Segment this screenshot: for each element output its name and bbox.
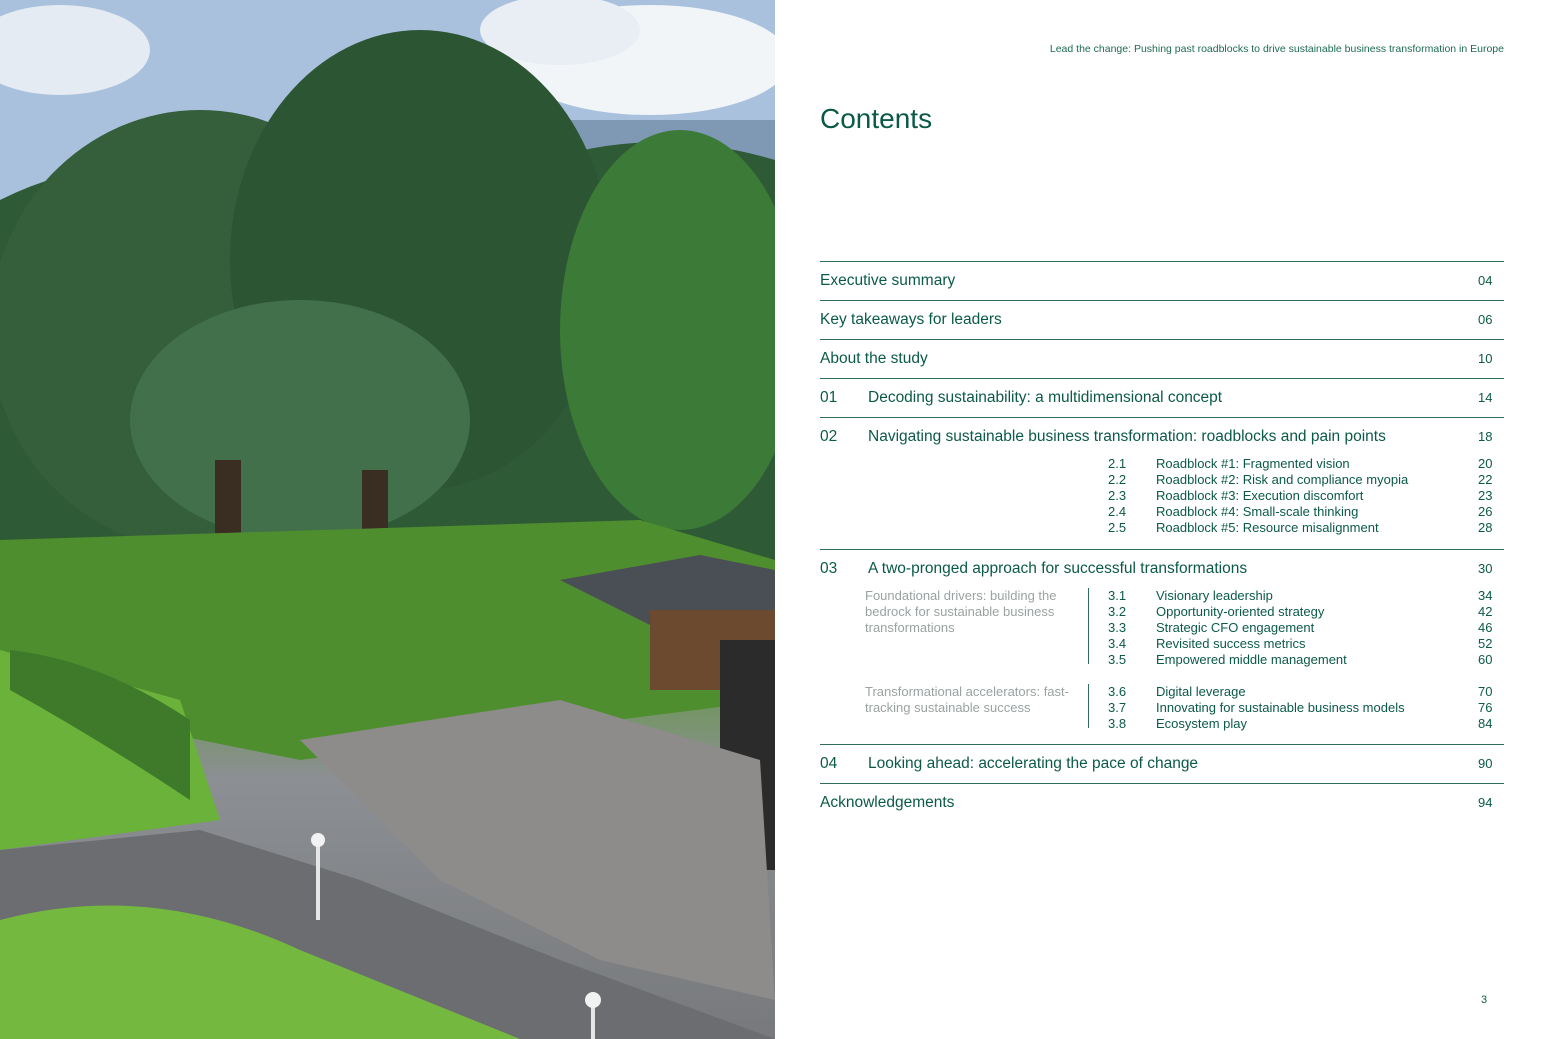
- chapter-number: 02: [820, 428, 838, 445]
- toc-entry-label: Key takeaways for leaders: [820, 311, 1002, 328]
- section-page: 22: [1478, 472, 1493, 487]
- toc-chapter-01[interactable]: [820, 378, 1504, 417]
- section-number: 3.4: [1108, 636, 1127, 651]
- chapter-number: 04: [820, 755, 838, 772]
- toc-chapter-03[interactable]: [820, 549, 1504, 588]
- section-page: 34: [1478, 588, 1493, 603]
- chapter-number: 03: [820, 560, 838, 577]
- chapter-page: 90: [1478, 756, 1493, 771]
- chapter-title: A two-pronged approach for successful transformations: [868, 560, 1248, 577]
- group-transformational-accelerators: [820, 684, 1504, 744]
- section-title: Roadblock #2: Risk and compliance myopia: [1156, 472, 1409, 487]
- section-page: 60: [1478, 652, 1493, 667]
- toc-section-3-5[interactable]: [820, 652, 1504, 668]
- section-title: Roadblock #5: Resource misalignment: [1156, 520, 1379, 535]
- section-number: 2.1: [1108, 456, 1127, 471]
- section-page: 20: [1478, 456, 1493, 471]
- toc-entry-page: 94: [1478, 795, 1493, 810]
- chapter-title: Looking ahead: accelerating the pace of change: [868, 755, 1199, 772]
- chapter-number: 01: [820, 389, 838, 406]
- toc-section-2-4[interactable]: [820, 504, 1504, 520]
- section-page: 52: [1478, 636, 1493, 651]
- section-title: Roadblock #3: Execution discomfort: [1156, 488, 1364, 503]
- section-page: 84: [1478, 716, 1493, 731]
- toc-entry-page: 10: [1478, 351, 1493, 366]
- chapter-page: 14: [1478, 390, 1493, 405]
- chapter-02-sections: [820, 456, 1504, 549]
- toc-section-3-2[interactable]: [820, 604, 1504, 620]
- section-title: Opportunity-oriented strategy: [1156, 604, 1325, 619]
- toc-entry-page: 04: [1478, 273, 1493, 288]
- toc-entry-page: 06: [1478, 312, 1493, 327]
- page-number: 3: [1481, 994, 1488, 1006]
- section-page: 76: [1478, 700, 1493, 715]
- section-number: 3.3: [1108, 620, 1127, 635]
- section-page: 70: [1478, 684, 1493, 699]
- toc-section-3-6[interactable]: [820, 684, 1504, 700]
- toc-section-3-7[interactable]: [820, 700, 1504, 716]
- section-number: 3.7: [1108, 700, 1127, 715]
- toc-section-3-1[interactable]: [820, 588, 1504, 604]
- section-title: Roadblock #4: Small-scale thinking: [1156, 504, 1359, 519]
- group-foundational-drivers: [820, 588, 1504, 684]
- section-title: Empowered middle management: [1156, 652, 1347, 667]
- section-title: Visionary leadership: [1156, 588, 1273, 603]
- section-number: 3.6: [1108, 684, 1127, 699]
- toc-entry-about[interactable]: [820, 339, 1504, 378]
- toc-section-2-5[interactable]: [820, 520, 1504, 536]
- section-title: Strategic CFO engagement: [1156, 620, 1315, 635]
- group-label: Transformational accelerators: fast-tracking sustainable success: [865, 684, 1069, 715]
- chapter-title: Decoding sustainability: a multidimensional concept: [868, 389, 1223, 406]
- toc-section-2-1[interactable]: [820, 456, 1504, 472]
- section-page: 46: [1478, 620, 1493, 635]
- toc-section-3-8[interactable]: [820, 716, 1504, 732]
- section-title: Ecosystem play: [1156, 716, 1248, 731]
- section-page: 23: [1478, 488, 1493, 503]
- toc-entry-label: Acknowledgements: [820, 794, 955, 811]
- section-number: 2.3: [1108, 488, 1127, 503]
- toc-section-2-3[interactable]: [820, 488, 1504, 504]
- section-number: 2.4: [1108, 504, 1127, 519]
- section-number: 2.5: [1108, 520, 1127, 535]
- chapter-page: 30: [1478, 561, 1493, 576]
- toc-entry-acknowledgements[interactable]: [820, 783, 1504, 822]
- section-number: 3.8: [1108, 716, 1127, 731]
- chapter-page: 18: [1478, 429, 1493, 444]
- section-number: 3.2: [1108, 604, 1127, 619]
- toc-section-2-2[interactable]: [820, 472, 1504, 488]
- toc-chapter-02[interactable]: [820, 417, 1504, 456]
- toc-chapter-04[interactable]: [820, 744, 1504, 783]
- toc-section-3-3[interactable]: [820, 620, 1504, 636]
- toc-entry-executive-summary[interactable]: [820, 261, 1504, 300]
- section-number: 3.1: [1108, 588, 1127, 603]
- toc-entry-key-takeaways[interactable]: [820, 300, 1504, 339]
- section-page: 26: [1478, 504, 1493, 519]
- section-title: Revisited success metrics: [1156, 636, 1306, 651]
- toc-entry-label: About the study: [820, 350, 928, 367]
- section-page: 42: [1478, 604, 1493, 619]
- section-page: 28: [1478, 520, 1493, 535]
- section-number: 3.5: [1108, 652, 1127, 667]
- section-title: Innovating for sustainable business models: [1156, 700, 1405, 715]
- page-title: Contents: [820, 103, 933, 134]
- table-of-contents: [820, 261, 1504, 822]
- running-title: Lead the change: Pushing past roadblocks to drive sustainable business transformation in Europe: [1049, 43, 1504, 55]
- group-label: Foundational drivers: building the bedrock for sustainable business transformations: [865, 588, 1057, 635]
- section-number: 2.2: [1108, 472, 1127, 487]
- section-title: Digital leverage: [1156, 684, 1246, 699]
- chapter-title: Navigating sustainable business transformation: roadblocks and pain points: [868, 428, 1386, 445]
- toc-section-3-4[interactable]: [820, 636, 1504, 652]
- section-title: Roadblock #1: Fragmented vision: [1156, 456, 1350, 471]
- toc-entry-label: Executive summary: [820, 272, 956, 289]
